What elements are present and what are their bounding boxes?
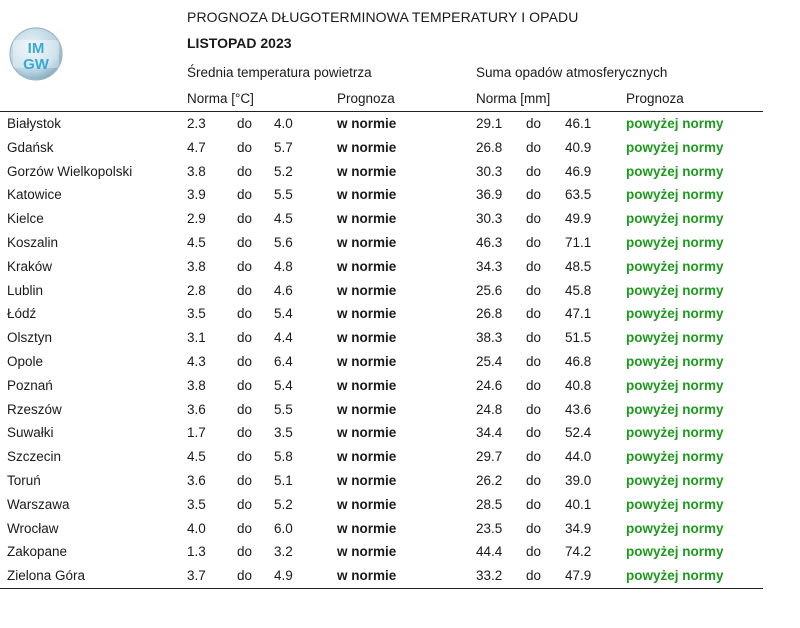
table-row (0, 422, 763, 446)
temp-norm-separator: do (237, 377, 253, 393)
table-row (0, 446, 763, 470)
rain-forecast: powyżej normy (626, 544, 724, 560)
temp-norm-separator: do (237, 425, 253, 441)
imgw-logo (8, 26, 64, 82)
city-name: Rzeszów (7, 401, 62, 417)
table-row (0, 470, 763, 494)
rain-norm-min: 38.3 (476, 330, 503, 346)
table-row (0, 375, 763, 399)
rain-forecast: powyżej normy (626, 496, 724, 512)
temp-norm-min: 4.7 (187, 139, 206, 155)
temp-norm-max: 6.0 (274, 520, 293, 536)
city-name: Poznań (7, 377, 53, 393)
rain-norm-min: 29.7 (476, 449, 503, 465)
temp-norm-separator: do (237, 496, 253, 512)
rain-norm-min: 44.4 (476, 544, 503, 560)
rain-norm-separator: do (526, 116, 542, 131)
rain-norm-min: 30.3 (476, 163, 503, 179)
rain-norm-max: 46.9 (565, 163, 592, 179)
temp-norm-min: 3.7 (187, 568, 206, 584)
rain-forecast: powyżej normy (626, 211, 724, 227)
temp-norm-min: 1.3 (187, 544, 206, 560)
rain-forecast: powyżej normy (626, 401, 724, 417)
temp-norm-max: 5.1 (274, 472, 293, 488)
temp-forecast: w normie (337, 472, 397, 488)
rain-norm-separator: do (526, 401, 542, 417)
temp-forecast: w normie (337, 520, 397, 536)
table-row (0, 303, 763, 327)
temperature-group-header: Średnia temperatura powietrza (187, 65, 372, 80)
temp-norm-separator: do (237, 139, 253, 155)
city-name: Kielce (7, 211, 44, 227)
rain-forecast: powyżej normy (626, 330, 724, 346)
city-name: Toruń (7, 472, 41, 488)
temp-norm-max: 5.7 (274, 139, 293, 155)
temp-norm-separator: do (237, 258, 253, 274)
temp-forecast: w normie (337, 211, 397, 227)
rain-norm-separator: do (526, 544, 542, 560)
rain-norm-max: 46.8 (565, 353, 592, 369)
temp-norm-min: 3.6 (187, 472, 206, 488)
temp-norm-min: 2.9 (187, 211, 206, 227)
table-row (0, 161, 763, 185)
city-name: Lublin (7, 282, 44, 298)
rain-norm-separator: do (526, 163, 542, 179)
rain-norm-separator: do (526, 211, 542, 227)
table-row (0, 541, 763, 565)
temp-norm-separator: do (237, 330, 253, 346)
rain-norm-max: 39.0 (565, 472, 592, 488)
city-name: Koszalin (7, 234, 59, 250)
rain-norm-max: 43.6 (565, 401, 592, 417)
rain-norm-max: 47.1 (565, 306, 592, 322)
rain-norm-min: 29.1 (476, 116, 503, 131)
rain-norm-min: 24.6 (476, 377, 503, 393)
temp-norm-min: 3.6 (187, 401, 206, 417)
rain-norm-header: Norma [mm] (476, 91, 551, 106)
temp-norm-min: 3.5 (187, 306, 206, 322)
rain-norm-min: 34.4 (476, 425, 503, 441)
rain-norm-min: 46.3 (476, 234, 503, 250)
temp-norm-max: 5.4 (274, 306, 293, 322)
temp-norm-max: 5.4 (274, 377, 293, 393)
rain-forecast: powyżej normy (626, 353, 724, 369)
city-name: Suwałki (7, 425, 54, 441)
temp-norm-separator: do (237, 234, 253, 250)
temp-norm-min: 4.5 (187, 234, 206, 250)
rain-norm-max: 48.5 (565, 258, 592, 274)
temp-forecast: w normie (337, 496, 397, 512)
temp-norm-separator: do (237, 306, 253, 322)
temp-norm-separator: do (237, 116, 253, 131)
rain-norm-separator: do (526, 425, 542, 441)
temp-forecast: w normie (337, 425, 397, 441)
city-name: Gorzów Wielkopolski (7, 163, 133, 179)
city-name: Białystok (7, 116, 62, 131)
rain-norm-min: 28.5 (476, 496, 503, 512)
rain-norm-min: 34.3 (476, 258, 503, 274)
rain-norm-separator: do (526, 306, 542, 322)
table-row (0, 399, 763, 423)
rain-norm-min: 25.6 (476, 282, 503, 298)
temp-forecast: w normie (337, 306, 397, 322)
temp-norm-min: 2.8 (187, 282, 206, 298)
temp-norm-min: 1.7 (187, 425, 206, 441)
page-title: PROGNOZA DŁUGOTERMINOWA TEMPERATURY I OPADU (187, 9, 579, 25)
table-row (0, 518, 763, 542)
rain-forecast: powyżej normy (626, 472, 724, 488)
city-name: Opole (7, 353, 44, 369)
rain-forecast: powyżej normy (626, 377, 724, 393)
rain-norm-max: 74.2 (565, 544, 592, 560)
table-row (0, 113, 763, 137)
rain-forecast: powyżej normy (626, 282, 724, 298)
temp-forecast: w normie (337, 353, 397, 369)
temp-forecast: w normie (337, 568, 397, 584)
temp-norm-max: 4.6 (274, 282, 293, 298)
temp-forecast: w normie (337, 116, 397, 131)
temp-norm-min: 3.8 (187, 377, 206, 393)
rain-norm-min: 25.4 (476, 353, 503, 369)
rain-norm-separator: do (526, 258, 542, 274)
rain-forecast: powyżej normy (626, 258, 724, 274)
table-row (0, 327, 763, 351)
table-row (0, 280, 763, 304)
rain-norm-max: 40.1 (565, 496, 592, 512)
temp-norm-max: 5.2 (274, 496, 293, 512)
city-name: Kraków (7, 258, 53, 274)
temp-norm-separator: do (237, 544, 253, 560)
rain-norm-max: 40.8 (565, 377, 592, 393)
rain-norm-separator: do (526, 472, 542, 488)
temp-norm-separator: do (237, 568, 253, 584)
rain-norm-max: 51.5 (565, 330, 592, 346)
rain-norm-max: 49.9 (565, 211, 592, 227)
rain-norm-separator: do (526, 282, 542, 298)
city-name: Szczecin (7, 449, 62, 465)
rain-norm-max: 71.1 (565, 234, 592, 250)
temp-norm-max: 3.5 (274, 425, 293, 441)
rain-norm-separator: do (526, 353, 542, 369)
temp-norm-max: 4.8 (274, 258, 293, 274)
temp-norm-max: 5.2 (274, 163, 293, 179)
temp-forecast: w normie (337, 139, 397, 155)
rain-forecast-header: Prognoza (626, 91, 684, 106)
rain-norm-min: 26.2 (476, 472, 503, 488)
temp-norm-separator: do (237, 472, 253, 488)
rain-forecast: powyżej normy (626, 306, 724, 322)
temp-forecast-header: Prognoza (337, 91, 395, 106)
temp-norm-min: 3.8 (187, 163, 206, 179)
temp-norm-min: 4.5 (187, 449, 206, 465)
temp-forecast: w normie (337, 401, 397, 417)
city-name: Warszawa (7, 496, 70, 512)
temp-norm-separator: do (237, 520, 253, 536)
page-subtitle: LISTOPAD 2023 (187, 35, 292, 51)
temp-forecast: w normie (337, 544, 397, 560)
logo-text-bottom: GW (23, 56, 49, 73)
rain-norm-max: 47.9 (565, 568, 592, 584)
city-name: Zakopane (7, 544, 68, 560)
temp-norm-min: 4.3 (187, 353, 206, 369)
rain-forecast: powyżej normy (626, 568, 724, 584)
forecast-table (0, 113, 763, 589)
rain-norm-min: 36.9 (476, 187, 503, 203)
temp-forecast: w normie (337, 449, 397, 465)
table-row (0, 137, 763, 161)
rain-norm-separator: do (526, 234, 542, 250)
rain-norm-separator: do (526, 568, 542, 584)
rain-norm-max: 40.9 (565, 139, 592, 155)
city-name: Katowice (7, 187, 62, 203)
temp-forecast: w normie (337, 258, 397, 274)
temp-norm-max: 6.4 (274, 353, 293, 369)
temp-norm-max: 4.0 (274, 116, 293, 131)
city-name: Gdańsk (7, 139, 54, 155)
temp-norm-min: 3.5 (187, 496, 206, 512)
table-row (0, 208, 763, 232)
rain-norm-min: 33.2 (476, 568, 503, 584)
rain-forecast: powyżej normy (626, 187, 724, 203)
table-row (0, 256, 763, 280)
temp-norm-separator: do (237, 449, 253, 465)
rain-forecast: powyżej normy (626, 116, 724, 131)
temp-norm-header: Norma [°C] (187, 91, 254, 106)
city-name: Zielona Góra (7, 568, 86, 584)
city-name: Wrocław (7, 520, 59, 536)
temp-norm-min: 3.1 (187, 330, 206, 346)
rain-norm-separator: do (526, 496, 542, 512)
temp-norm-min: 3.9 (187, 187, 206, 203)
table-row (0, 565, 763, 589)
temp-norm-max: 4.4 (274, 330, 293, 346)
city-name: Łódź (7, 306, 37, 322)
rain-norm-max: 46.1 (565, 116, 592, 131)
temp-norm-separator: do (237, 211, 253, 227)
temp-norm-min: 3.8 (187, 258, 206, 274)
temp-norm-min: 2.3 (187, 116, 206, 131)
rain-norm-max: 52.4 (565, 425, 592, 441)
temp-norm-max: 5.5 (274, 401, 293, 417)
temp-norm-separator: do (237, 187, 253, 203)
rain-norm-min: 26.8 (476, 306, 503, 322)
temp-norm-separator: do (237, 401, 253, 417)
temp-forecast: w normie (337, 330, 397, 346)
temp-norm-max: 5.8 (274, 449, 293, 465)
precipitation-group-header: Suma opadów atmosferycznych (476, 65, 668, 80)
rain-forecast: powyżej normy (626, 520, 724, 536)
rain-norm-min: 30.3 (476, 211, 503, 227)
temp-forecast: w normie (337, 234, 397, 250)
temp-norm-max: 5.6 (274, 234, 293, 250)
table-row (0, 494, 763, 518)
city-name: Olsztyn (7, 330, 53, 346)
rain-norm-min: 24.8 (476, 401, 503, 417)
rain-norm-min: 26.8 (476, 139, 503, 155)
rain-forecast: powyżej normy (626, 449, 724, 465)
temp-norm-max: 4.5 (274, 211, 293, 227)
rain-forecast: powyżej normy (626, 139, 724, 155)
logo-text-top: IM (27, 40, 45, 57)
temp-norm-separator: do (237, 163, 253, 179)
rain-forecast: powyżej normy (626, 425, 724, 441)
rain-norm-separator: do (526, 377, 542, 393)
rain-norm-max: 34.9 (565, 520, 592, 536)
rain-norm-separator: do (526, 449, 542, 465)
rain-norm-max: 45.8 (565, 282, 592, 298)
rain-forecast: powyżej normy (626, 234, 724, 250)
temp-norm-min: 4.0 (187, 520, 206, 536)
rain-norm-max: 63.5 (565, 187, 592, 203)
table-bottom-divider (0, 588, 763, 589)
rain-norm-max: 44.0 (565, 449, 592, 465)
rain-norm-separator: do (526, 520, 542, 536)
temp-forecast: w normie (337, 377, 397, 393)
temp-norm-max: 3.2 (274, 544, 293, 560)
temp-norm-separator: do (237, 353, 253, 369)
temp-norm-max: 5.5 (274, 187, 293, 203)
rain-norm-separator: do (526, 187, 542, 203)
temp-forecast: w normie (337, 163, 397, 179)
rain-norm-min: 23.5 (476, 520, 503, 536)
rain-norm-separator: do (526, 330, 542, 346)
temp-forecast: w normie (337, 187, 397, 203)
rain-forecast: powyżej normy (626, 163, 724, 179)
rain-norm-separator: do (526, 139, 542, 155)
temp-norm-max: 4.9 (274, 568, 293, 584)
table-row (0, 351, 763, 375)
temp-norm-separator: do (237, 282, 253, 298)
temp-forecast: w normie (337, 282, 397, 298)
table-row (0, 184, 763, 208)
table-top-divider (0, 111, 763, 112)
table-row (0, 232, 763, 256)
